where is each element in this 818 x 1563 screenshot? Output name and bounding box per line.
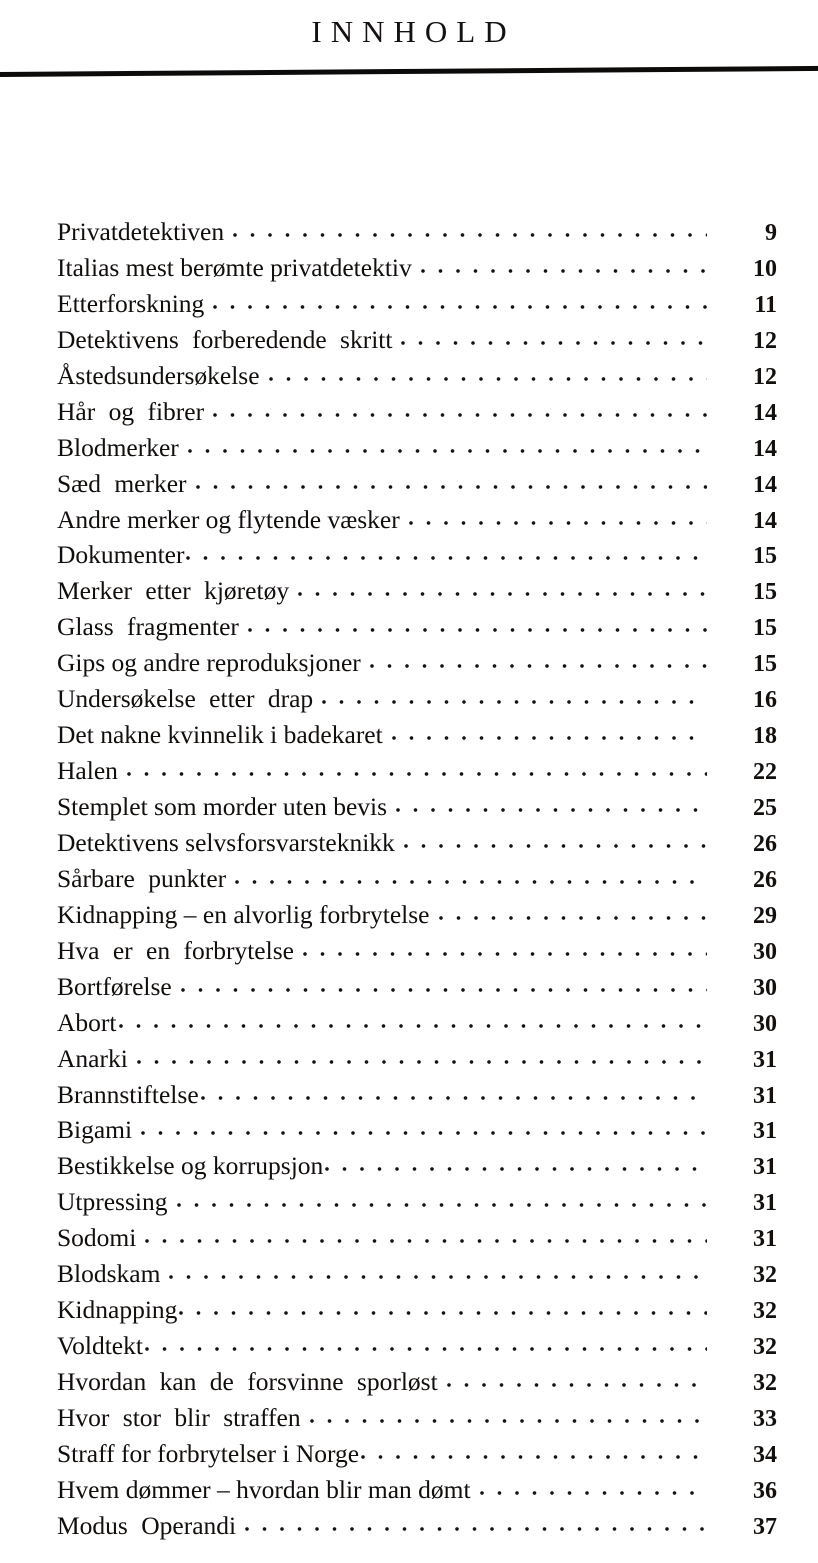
toc-leader-dots: [310, 1408, 707, 1426]
toc-entry[interactable]: [57, 252, 777, 291]
toc-entry-title: Detektivens forberedende skritt: [57, 324, 393, 354]
toc-leader-dots: [401, 330, 707, 348]
toc-entry-title: Brannstiftelse: [57, 1079, 199, 1109]
toc-leader-dots: [298, 581, 707, 599]
toc-entry-page-number: 31: [753, 1046, 777, 1073]
toc-leader-dots: [127, 761, 707, 779]
toc-entry[interactable]: [57, 324, 777, 363]
toc-entry-page-number: 26: [753, 866, 777, 893]
toc-entry-page-number: 30: [753, 974, 777, 1001]
toc-entry-title: Hvem dømmer – hvordan blir man dømt: [57, 1474, 471, 1504]
toc-leader-dots: [141, 1120, 707, 1138]
toc-entry-title: Kidnapping: [57, 1295, 178, 1325]
toc-leader-dots: [188, 438, 707, 456]
toc-entry-page-number: 30: [753, 1010, 777, 1037]
toc-entry-title: Privatdetektiven: [57, 217, 225, 246]
toc-entry[interactable]: [57, 827, 777, 866]
toc-entry[interactable]: [57, 1369, 777, 1405]
toc-entry[interactable]: [57, 794, 777, 830]
toc-entry-title: Halen: [57, 756, 118, 786]
toc-entry-page-number: 9: [765, 220, 777, 246]
toc-entry-title: Bortførelse: [57, 971, 172, 1001]
toc-entry-page-number: 32: [753, 1334, 777, 1361]
toc-entry-page-number: 37: [753, 1513, 777, 1540]
toc-entry-page-number: 22: [753, 759, 777, 786]
toc-leader-dots: [480, 1480, 707, 1498]
toc-entry[interactable]: [57, 1117, 777, 1153]
toc-entry-page-number: 25: [753, 795, 777, 821]
toc-entry[interactable]: [57, 935, 777, 974]
toc-leader-dots: [213, 294, 707, 312]
toc-entry-title: Glass fragmenter: [57, 612, 239, 642]
toc-entry-title: Hvor stor blir straffen: [57, 1402, 301, 1432]
toc-entry-page-number: 16: [753, 687, 777, 714]
toc-entry-title: Italias mest berømte privatdetektiv: [57, 252, 412, 282]
toc-entry-page-number: 12: [753, 363, 777, 390]
toc-entry[interactable]: [57, 971, 777, 1010]
toc-entry-title: Straff for forbrytelser i Norge: [57, 1438, 360, 1468]
toc-entry[interactable]: [57, 468, 777, 507]
toc-leader-dots: [269, 366, 707, 384]
toc-entry-page-number: 12: [753, 327, 777, 354]
toc-leader-dots: [196, 474, 707, 492]
toc-entry-page-number: 31: [753, 1118, 777, 1145]
toc-leader-dots: [119, 1013, 708, 1031]
toc-entry-title: Voldtekt: [57, 1331, 143, 1361]
toc-entry[interactable]: [57, 1438, 777, 1477]
toc-entry-title: Utpressing: [57, 1187, 168, 1217]
toc-entry-title: Modus Operandi: [57, 1510, 237, 1540]
toc-entry-title: Blodskam: [57, 1259, 161, 1289]
toc-entry-page-number: 15: [753, 615, 777, 642]
header-divider-rule: [0, 66, 818, 77]
toc-entry-page-number: 14: [753, 507, 777, 534]
toc-entry-page-number: 31: [753, 1082, 777, 1109]
toc-entry[interactable]: [57, 360, 777, 399]
toc-entry-page-number: 31: [753, 1190, 777, 1217]
toc-entry[interactable]: [57, 1043, 777, 1082]
toc-entry-title: Hår og fibrer: [57, 396, 205, 426]
toc-entry-page-number: 31: [753, 1154, 777, 1181]
toc-leader-dots: [447, 1372, 707, 1390]
toc-entry-title: Sodomi: [57, 1223, 137, 1253]
toc-leader-dots: [361, 1444, 707, 1462]
toc-leader-dots: [325, 1156, 707, 1174]
toc-entry-title: Gips og andre reproduksjoner: [57, 648, 361, 678]
toc-leader-dots: [145, 1228, 707, 1246]
toc-entry-title: Kidnapping – en alvorlig forbrytelse: [57, 899, 430, 929]
toc-entry[interactable]: [57, 1474, 777, 1513]
toc-entry-page-number: 10: [753, 255, 777, 282]
toc-entry[interactable]: [57, 1079, 777, 1118]
toc-entry-title: Abort: [57, 1007, 117, 1037]
toc-entry[interactable]: [57, 758, 777, 794]
toc-leader-dots: [245, 1516, 707, 1534]
toc-entry-title: Etterforskning: [57, 288, 205, 318]
page-title: INNHOLD: [311, 14, 516, 49]
toc-leader-dots: [213, 402, 707, 420]
toc-entry[interactable]: [57, 1261, 777, 1297]
toc-entry[interactable]: [57, 1225, 777, 1261]
toc-entry[interactable]: [57, 1007, 777, 1046]
toc-entry[interactable]: [57, 504, 777, 543]
toc-entry-title: Merker etter kjøretøy: [57, 576, 290, 606]
toc-entry-page-number: 14: [753, 471, 777, 498]
toc-leader-dots: [181, 977, 707, 995]
toc-entry-page-number: 14: [753, 399, 777, 426]
toc-entry-page-number: 32: [753, 1370, 777, 1396]
toc-entry[interactable]: [57, 1333, 777, 1369]
toc-entry-title: Hva er en forbrytelse: [57, 935, 294, 965]
toc-entry-title: Detektivens selvsforsvarsteknikk: [57, 827, 395, 857]
toc-entry-page-number: 33: [753, 1405, 777, 1432]
toc-entry-page-number: 14: [753, 435, 777, 462]
toc-leader-dots: [169, 1264, 707, 1282]
toc-leader-dots: [421, 258, 707, 276]
toc-leader-dots: [392, 725, 707, 743]
toc-entry-page-number: 15: [753, 651, 777, 678]
toc-entry-page-number: 34: [753, 1441, 777, 1468]
toc-entry-title: Sæd merker: [57, 468, 187, 498]
toc-leader-dots: [439, 905, 708, 923]
toc-leader-dots: [186, 545, 707, 563]
toc-entry[interactable]: [57, 722, 777, 758]
toc-entry[interactable]: [57, 542, 777, 578]
toc-entry-page-number: 36: [753, 1477, 777, 1504]
toc-entry-page-number: 30: [753, 938, 777, 965]
toc-entry[interactable]: [57, 1402, 777, 1441]
toc-entry-title: Bigami: [57, 1115, 133, 1145]
toc-entry[interactable]: [57, 614, 777, 650]
toc-entry[interactable]: [57, 219, 777, 255]
toc-leader-dots: [137, 1049, 707, 1067]
toc-entry-title: Stemplet som morder uten bevis: [57, 792, 388, 821]
toc-entry[interactable]: [57, 1297, 777, 1333]
toc-leader-dots: [370, 653, 707, 671]
toc-leader-dots: [233, 222, 707, 240]
toc-entry-title: Bestikkelse og korrupsjon: [57, 1151, 324, 1181]
toc-entry[interactable]: [57, 899, 777, 938]
toc-leader-dots: [322, 689, 707, 707]
toc-entry[interactable]: [57, 1189, 777, 1225]
toc-entry-page-number: 31: [753, 1226, 777, 1253]
toc-entry-title: Blodmerker: [57, 432, 179, 462]
toc-entry-page-number: 29: [753, 902, 777, 929]
toc-entry[interactable]: [57, 396, 777, 435]
toc-entry-page-number: 15: [753, 579, 777, 606]
toc-entry[interactable]: [57, 432, 777, 471]
toc-leader-dots: [201, 1085, 707, 1103]
toc-entry-page-number: 26: [753, 830, 777, 857]
toc-leader-dots: [396, 797, 707, 815]
page-header: [0, 14, 818, 50]
toc-leader-dots: [145, 1336, 707, 1354]
toc-leader-dots: [177, 1192, 708, 1210]
toc-entry-title: Hvordan kan de forsvinne sporløst: [57, 1367, 438, 1396]
toc-leader-dots: [248, 617, 707, 635]
toc-entry-page-number: 11: [754, 291, 777, 318]
toc-entry-title: Sårbare punkter: [57, 863, 227, 893]
toc-entry-title: Andre merker og flytende væsker: [57, 504, 400, 534]
toc-entry[interactable]: [57, 288, 777, 327]
toc-leader-dots: [303, 941, 707, 959]
toc-entry-page-number: 32: [753, 1298, 777, 1325]
toc-entry-page-number: 32: [753, 1262, 777, 1289]
toc-entry[interactable]: [57, 650, 777, 686]
toc-leader-dots: [404, 833, 707, 851]
toc-entry-title: Dokumenter: [57, 540, 185, 570]
toc-entry[interactable]: [57, 863, 777, 902]
toc-leader-dots: [409, 510, 707, 528]
toc-entry-title: Undersøkelse etter drap: [57, 684, 314, 714]
toc-entry-title: Det nakne kvinnelik i badekaret: [57, 720, 383, 750]
toc-entry-page-number: 18: [753, 723, 777, 750]
toc-entry[interactable]: [57, 1510, 777, 1549]
toc-entry-title: Anarki: [57, 1043, 128, 1073]
toc-entry-title: Åstedsundersøkelse: [57, 360, 260, 390]
toc-leader-dots: [179, 1300, 707, 1318]
toc-entry-page-number: 15: [753, 543, 777, 570]
toc-leader-dots: [235, 869, 707, 887]
table-of-contents: [57, 219, 777, 1549]
toc-entry[interactable]: [57, 686, 777, 722]
toc-entry[interactable]: [57, 578, 777, 614]
toc-entry[interactable]: [57, 1153, 777, 1189]
